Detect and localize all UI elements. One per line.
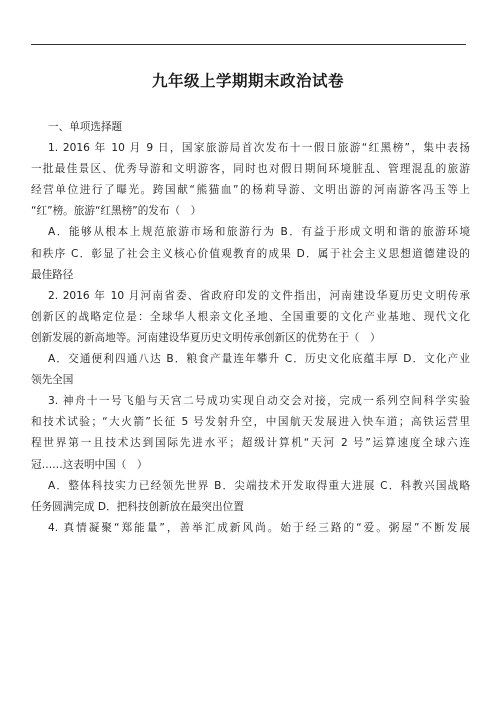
question-line: 创新发展的新高地等。河南建设华夏历史文明传承创新区的优势在于（ ） [31, 331, 381, 344]
question-line: 和技术试验；“大火箭”长征 5 号发射升空，中国航天发展进入快车道；高铁运营里 [31, 416, 470, 429]
option-line: A．整体科技实力已经领先世界 B．尖端技术开发取得重大进展 C．科教兴国战略 [48, 479, 470, 492]
question-line: 程世界第一且技术达到国际先进水平；超级计算机“天河 2 号”运算速度全球六连 [31, 437, 470, 450]
option-line: A．能够从根本上规范旅游市场和旅游行为 B．有益于形成文明和谐的旅游环境 [48, 226, 470, 239]
page-title: 九年级上学期期末政治试卷 [151, 72, 344, 90]
header-rule [31, 44, 466, 45]
option-line: A．交通便利四通八达 B．粮食产量连年攀升 C．历史文化底蕴丰厚 D．文化产业 [48, 353, 470, 366]
question-line: 经营单位进行了曝光。跨国献“熊猫血”的杨莉导游、文明出游的河南游客冯玉等上 [31, 184, 470, 197]
option-line: 任务圆满完成 D．把科技创新放在最突出位置 [31, 500, 244, 513]
section-heading: 一、单项选择题 [48, 121, 123, 133]
question-line: 1. 2016 年 10 月 9 日，国家旅游局首次发布十一假日旅游“红黑榜”，集中表扬 [48, 142, 470, 155]
question-line: 4. 真情凝聚“郑能量”，善举汇成新风尚。始于经三路的“爱。粥屋”不断发展 [48, 521, 470, 534]
question-line: “红”榜。旅游“红黑榜”的发布（ ） [31, 205, 202, 218]
question-line: 冠……这表明中国（ ） [31, 458, 148, 471]
question-line: 3. 神舟十一号飞船与天宫二号成功实现自动交会对接，完成一系列空间科学实验 [48, 395, 470, 408]
option-line: 和秩序 C．彰显了社会主义核心价值观教育的成果 D．属于社会主义思想道德建设的 [31, 247, 470, 260]
question-line: 一批最佳景区、优秀导游和文明游客，同时也对假日期间环境脏乱、管理混乱的旅游 [31, 163, 470, 176]
question-line: 创新区的战略定位是：全球华人根亲文化圣地、全国重要的文化产业基地、现代文化 [31, 310, 470, 323]
question-line: 2. 2016 年 10 月河南省委、省政府印发的文件指出，河南建设华夏历史文明传承 [48, 289, 470, 302]
option-line: 最佳路径 [31, 268, 74, 281]
option-line: 领先全国 [31, 374, 74, 387]
question-body [31, 117, 470, 539]
